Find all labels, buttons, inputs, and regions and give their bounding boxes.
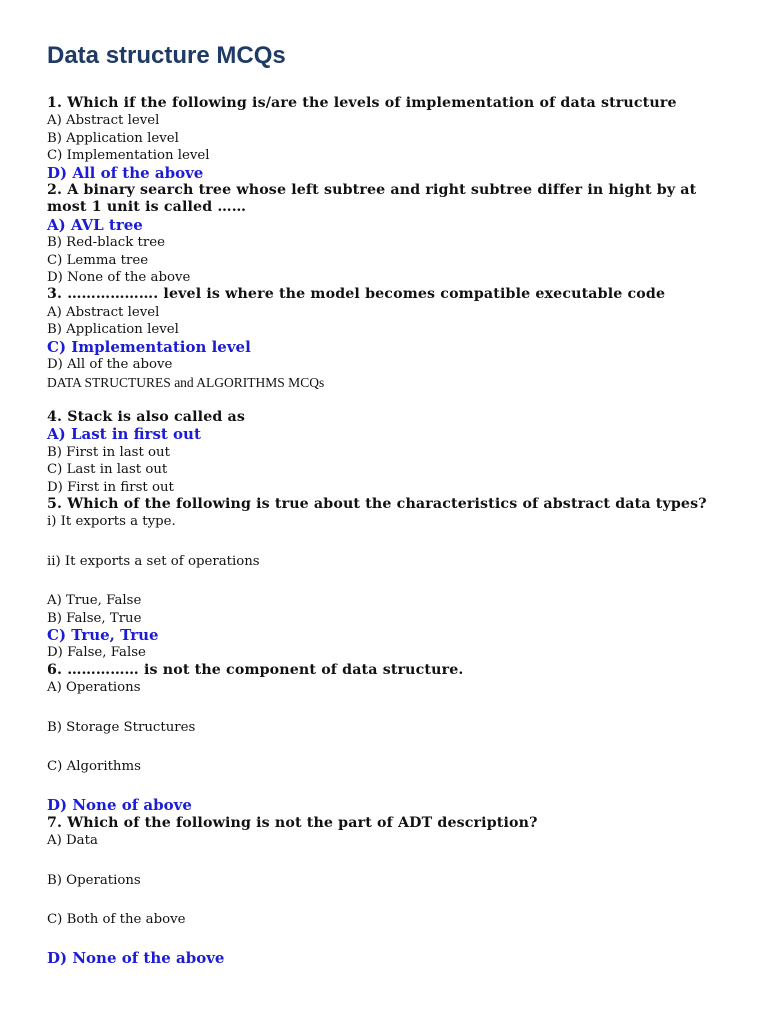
option-c: C) Lemma tree	[47, 252, 149, 268]
spacer	[47, 775, 727, 797]
option-b: B) Application level	[47, 322, 179, 338]
question-text: 5. Which of the following is true about the characteristics of abstract data types?	[47, 495, 707, 512]
document-page	[47, 40, 727, 968]
section-note: DATA STRUCTURES and ALGORITHMS MCQs	[47, 374, 325, 390]
question-text: 2. A binary search tree whose left subtree and right subtree differ in hight by at most 1 unit is called ……	[47, 182, 697, 216]
correct-answer: C) True, True	[47, 625, 159, 644]
option-b: B) False, True	[47, 610, 142, 626]
spacer	[47, 850, 727, 872]
correct-answer: A) Last in first out	[47, 425, 201, 444]
spacer	[47, 531, 727, 553]
correct-answer: D) None of the above	[47, 949, 225, 968]
correct-answer: A) AVL tree	[47, 215, 143, 234]
page-title: Data structure MCQs	[47, 42, 286, 69]
spacer	[47, 736, 727, 758]
option-b: B) Storage Structures	[47, 719, 196, 735]
question-2	[47, 182, 727, 286]
option-c: C) Implementation level	[47, 148, 210, 164]
spacer	[47, 928, 727, 950]
question-5	[47, 496, 727, 662]
option-b: B) Red-black tree	[47, 235, 165, 251]
spacer	[47, 570, 727, 592]
spacer	[47, 889, 727, 911]
option-b: B) First in last out	[47, 444, 170, 460]
question-text: 7. Which of the following is not the part of ADT description?	[47, 814, 538, 831]
question-4	[47, 409, 727, 496]
question-1	[47, 95, 727, 182]
question-text: 4. Stack is also called as	[47, 408, 246, 425]
option-b: B) Operations	[47, 872, 141, 888]
question-text: 3. ………………. level is where the model becomes compatible executable code	[47, 286, 666, 303]
correct-answer: D) All of the above	[47, 163, 204, 182]
correct-answer: D) None of above	[47, 796, 192, 815]
statement-2: ii) It exports a set of operations	[47, 553, 260, 569]
option-d: D) First in first out	[47, 479, 174, 495]
option-a: A) Abstract level	[47, 304, 160, 320]
question-7	[47, 815, 727, 968]
question-6	[47, 662, 727, 815]
spacer	[47, 391, 727, 409]
spacer	[47, 697, 727, 719]
correct-answer: C) Implementation level	[47, 337, 251, 356]
option-a: A) Abstract level	[47, 113, 160, 129]
question-text: 1. Which if the following is/are the levels of implementation of data structure	[47, 95, 677, 111]
option-a: A) True, False	[47, 593, 142, 609]
option-a: A) Data	[47, 833, 98, 849]
option-c: C) Last in last out	[47, 462, 168, 478]
option-c: C) Algorithms	[47, 759, 141, 774]
option-b: B) Application level	[47, 130, 179, 146]
option-a: A) Operations	[47, 680, 141, 696]
option-d: D) None of the above	[47, 270, 191, 286]
question-text: 6. …………… is not the component of data structure.	[47, 661, 464, 678]
statement-1: i) It exports a type.	[47, 514, 176, 530]
option-d: D) All of the above	[47, 357, 173, 373]
option-c: C) Both of the above	[47, 912, 186, 928]
question-3	[47, 286, 727, 373]
option-d: D) False, False	[47, 645, 146, 661]
